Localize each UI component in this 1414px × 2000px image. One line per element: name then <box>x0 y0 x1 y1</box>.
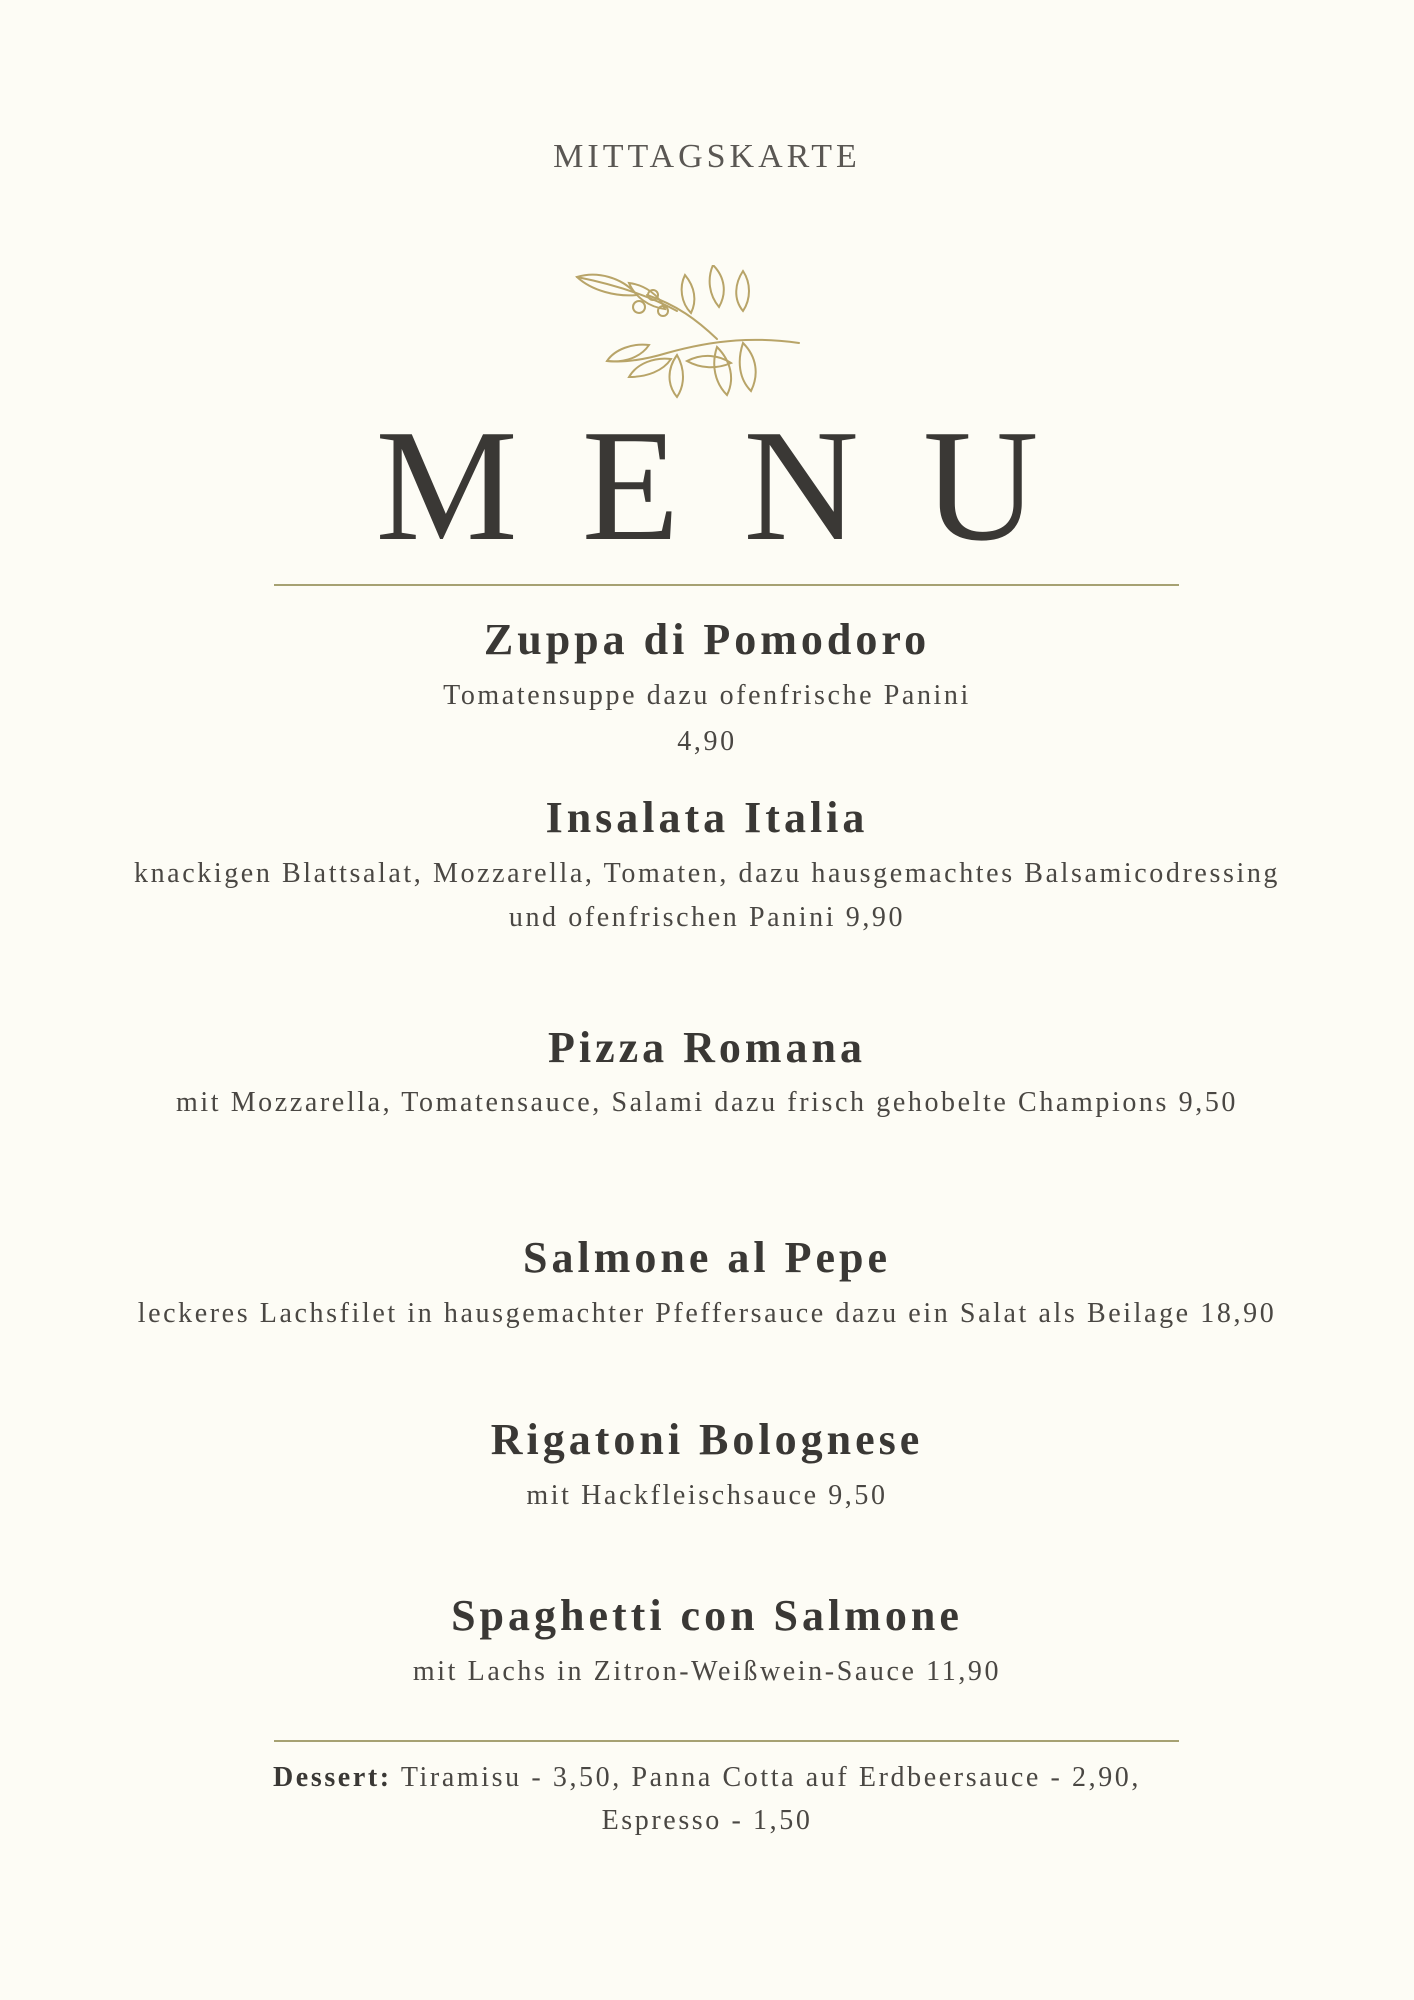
dessert-items: Tiramisu - 3,50, Panna Cotta auf Erdbeersauce - 2,90, <box>400 1762 1142 1793</box>
dish-price: 4,90 <box>677 726 737 757</box>
menu-subtitle: MITTAGSKARTE <box>553 138 861 175</box>
bottom-divider <box>274 1740 1179 1742</box>
dish-name: Zuppa di Pomodoro <box>483 615 931 664</box>
dish-name: Spaghetti con Salmone <box>451 1591 963 1640</box>
dish-description: leckeres Lachsfilet in hausgemachter Pfeffersauce dazu ein Salat als Beilage 18,90 <box>137 1298 1277 1329</box>
dish-name: Rigatoni Bolognese <box>490 1415 924 1464</box>
dish-description: Tomatensuppe dazu ofenfrische Panini <box>443 680 971 711</box>
dish-description: knackigen Blattsalat, Mozzarella, Tomaten, dazu hausgemachtes Balsamicodressing <box>133 858 1281 889</box>
dish-description: mit Hackfleischsauce 9,50 <box>526 1480 888 1511</box>
dessert-items-cont: Espresso - 1,50 <box>601 1805 813 1836</box>
dish-name: Salmone al Pepe <box>523 1233 891 1282</box>
dish-description: mit Lachs in Zitron-Weißwein-Sauce 11,90 <box>412 1656 1002 1687</box>
dish-description: und ofenfrischen Panini 9,90 <box>508 902 906 933</box>
top-divider <box>274 584 1179 586</box>
dessert-label: Dessert: <box>272 1762 392 1793</box>
olive-branch-icon <box>567 265 807 405</box>
dish-name: Pizza Romana <box>547 1023 867 1072</box>
dish-name: Insalata Italia <box>545 793 869 842</box>
dish-description: mit Mozzarella, Tomatensauce, Salami dazu frisch gehobelte Champions 9,50 <box>175 1087 1239 1118</box>
dessert-line <box>0 1756 1414 1799</box>
menu-title: MENU <box>375 396 1103 574</box>
